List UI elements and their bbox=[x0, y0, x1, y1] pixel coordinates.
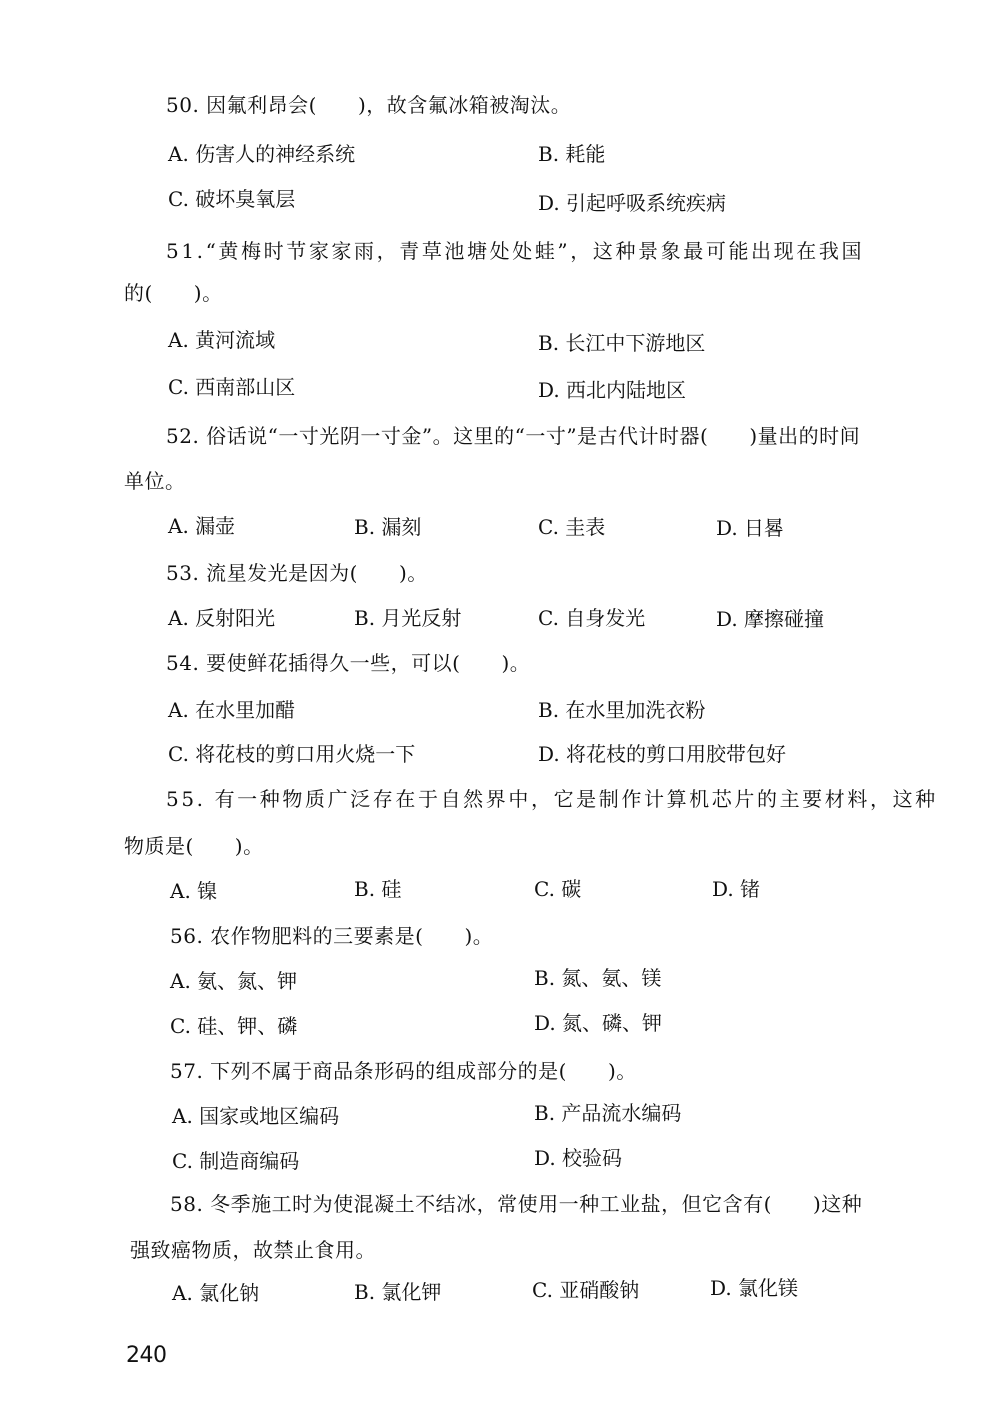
question-57-stem: 57. 下列不属于商品条形码的组成部分的是( )。 bbox=[170, 1059, 637, 1083]
question-55-stem-line-1: 55. 有一种物质广泛存在于自然界中，它是制作计算机芯片的主要材料，这种 bbox=[166, 787, 938, 811]
question-54-option-b: B. 在水里加洗衣粉 bbox=[538, 698, 706, 722]
question-54-option-c: C. 将花枝的剪口用火烧一下 bbox=[168, 742, 416, 766]
question-50-stem: 50. 因氟利昂会( )，故含氟冰箱被淘汰。 bbox=[166, 93, 572, 117]
page-number: 240 bbox=[126, 1343, 167, 1368]
question-58-stem-line-1: 58. 冬季施工时为使混凝土不结冰，常使用一种工业盐，但它含有( )这种 bbox=[170, 1192, 863, 1216]
question-56-option-b: B. 氮、氨、镁 bbox=[534, 966, 662, 990]
question-51-option-a: A. 黄河流域 bbox=[168, 328, 276, 352]
question-50-option-a: A. 伤害人的神经系统 bbox=[168, 142, 356, 166]
question-55-option-d: D. 锗 bbox=[712, 877, 761, 901]
question-51-stem-line-2: 的( )。 bbox=[124, 281, 223, 305]
question-57-option-d: D. 校验码 bbox=[534, 1146, 623, 1170]
question-53-option-a: A. 反射阳光 bbox=[168, 606, 276, 630]
question-56-stem: 56. 农作物肥料的三要素是( )。 bbox=[170, 924, 494, 948]
question-57-option-b: B. 产品流水编码 bbox=[534, 1101, 682, 1125]
question-53-option-c: C. 自身发光 bbox=[538, 606, 646, 630]
question-58-option-c: C. 亚硝酸钠 bbox=[532, 1278, 640, 1302]
question-51-stem-line-1: 51.“黄梅时节家家雨，青草池塘处处蛙”，这种景象最可能出现在我国 bbox=[166, 239, 865, 263]
question-54-option-d: D. 将花枝的剪口用胶带包好 bbox=[538, 742, 787, 766]
question-54-stem: 54. 要使鲜花插得久一些，可以( )。 bbox=[166, 651, 531, 675]
question-53-option-d: D. 摩擦碰撞 bbox=[716, 607, 825, 631]
question-58-option-a: A. 氯化钠 bbox=[172, 1281, 260, 1305]
question-58-option-d: D. 氯化镁 bbox=[710, 1276, 799, 1300]
question-53-option-b: B. 月光反射 bbox=[354, 606, 462, 630]
question-52-option-b: B. 漏刻 bbox=[354, 515, 422, 539]
question-55-option-b: B. 硅 bbox=[354, 877, 402, 901]
question-52-stem-line-2: 单位。 bbox=[124, 469, 186, 493]
question-56-option-d: D. 氮、磷、钾 bbox=[534, 1011, 663, 1035]
question-57-option-c: C. 制造商编码 bbox=[172, 1149, 300, 1173]
question-52-option-a: A. 漏壶 bbox=[168, 514, 236, 538]
question-56-option-a: A. 氨、氮、钾 bbox=[170, 969, 298, 993]
question-50-option-b: B. 耗能 bbox=[538, 142, 606, 166]
question-50-option-c: C. 破坏臭氧层 bbox=[168, 187, 296, 211]
question-51-option-c: C. 西南部山区 bbox=[168, 375, 296, 399]
question-58-stem-line-2: 强致癌物质，故禁止食用。 bbox=[130, 1238, 376, 1262]
question-58-option-b: B. 氯化钾 bbox=[354, 1280, 442, 1304]
question-54-option-a: A. 在水里加醋 bbox=[168, 698, 296, 722]
question-50-option-d: D. 引起呼吸系统疾病 bbox=[538, 191, 727, 215]
question-51-option-d: D. 西北内陆地区 bbox=[538, 378, 687, 402]
question-55-stem-line-2: 物质是( )。 bbox=[124, 834, 264, 858]
question-57-option-a: A. 国家或地区编码 bbox=[172, 1104, 340, 1128]
question-56-option-c: C. 硅、钾、磷 bbox=[170, 1014, 298, 1038]
question-55-option-a: A. 镍 bbox=[170, 879, 218, 903]
question-55-option-c: C. 碳 bbox=[534, 877, 582, 901]
question-52-option-d: D. 日晷 bbox=[716, 516, 785, 540]
question-53-stem: 53. 流星发光是因为( )。 bbox=[166, 561, 428, 585]
question-51-option-b: B. 长江中下游地区 bbox=[538, 331, 706, 355]
question-52-option-c: C. 圭表 bbox=[538, 515, 606, 539]
question-52-stem-line-1: 52. 俗话说“一寸光阴一寸金”。这里的“一寸”是古代计时器( )量出的时间 bbox=[166, 424, 861, 448]
